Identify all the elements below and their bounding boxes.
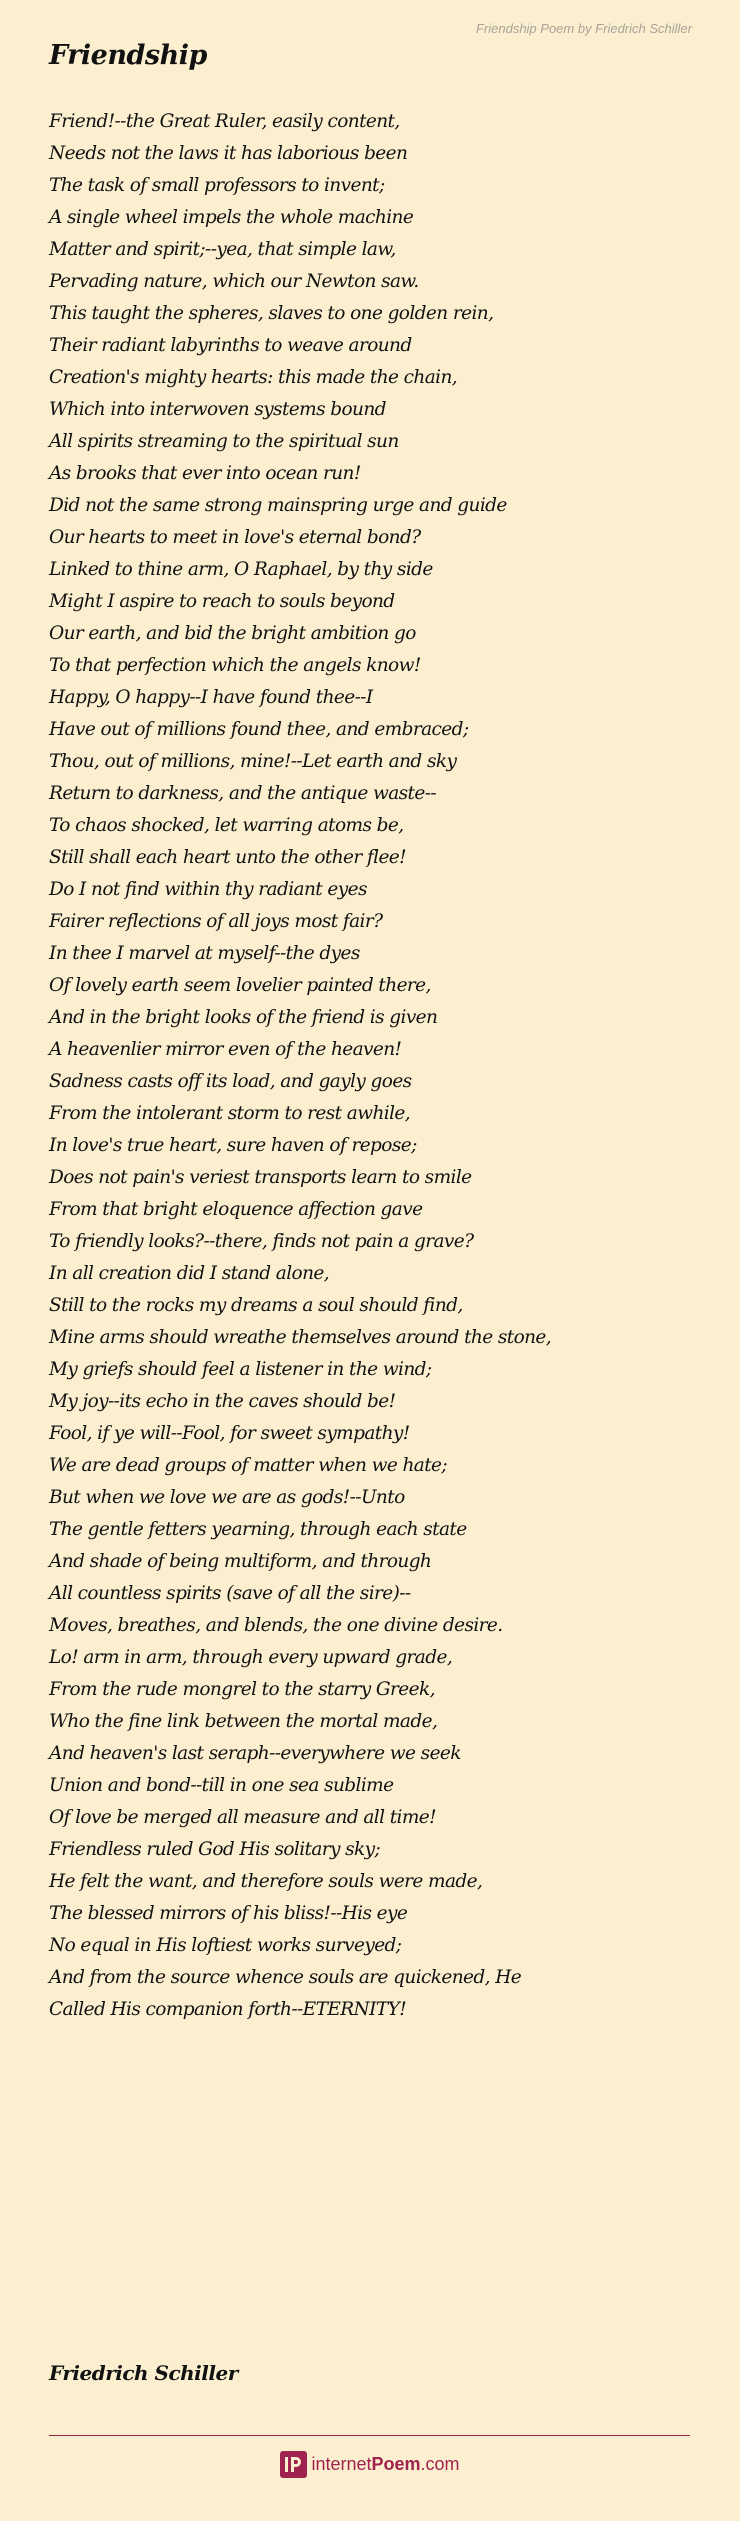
poem-line: Our earth, and bid the bright ambition go xyxy=(49,623,416,644)
poem-line: The gentle fetters yearning, through each state xyxy=(49,1519,467,1540)
poem-line: Who the fine link between the mortal made, xyxy=(49,1711,438,1732)
poem-line: Of lovely earth seem lovelier painted there, xyxy=(49,975,431,996)
poem-line: Fairer reflections of all joys most fair? xyxy=(49,911,383,932)
poem-line: A heavenlier mirror even of the heaven! xyxy=(49,1039,402,1060)
stanza xyxy=(49,1834,720,2026)
poem-line: In love's true heart, sure haven of repose; xyxy=(49,1135,417,1156)
poem-line: But when we love we are as gods!--Unto xyxy=(49,1487,405,1508)
poem-line: Did not the same strong mainspring urge and guide xyxy=(49,495,507,516)
poem-line: My joy--its echo in the caves should be! xyxy=(49,1391,396,1412)
stanza xyxy=(49,1066,720,1258)
stanza xyxy=(49,1642,720,1834)
poem-line: Moves, breathes, and blends, the one divine desire. xyxy=(49,1615,503,1636)
poem-line: Mine arms should wreathe themselves around the stone, xyxy=(49,1327,552,1348)
poem-line: Still to the rocks my dreams a soul should find, xyxy=(49,1295,463,1316)
poem-line: Might I aspire to reach to souls beyond xyxy=(49,591,395,612)
poem-line: Called His companion forth--ETERNITY! xyxy=(49,1999,407,2020)
poem-line: No equal in His loftiest works surveyed; xyxy=(49,1935,402,1956)
poem-line: The task of small professors to invent; xyxy=(49,175,385,196)
poem-line: Return to darkness, and the antique waste-- xyxy=(49,783,437,804)
poem-body xyxy=(49,106,720,2026)
poem-line: Does not pain's veriest transports learn to smile xyxy=(49,1167,472,1188)
poem-line: Thou, out of millions, mine!--Let earth and sky xyxy=(49,751,457,772)
poem-line: And in the bright looks of the friend is given xyxy=(49,1007,438,1028)
poem-line: This taught the spheres, slaves to one golden rein, xyxy=(49,303,494,324)
poem-line: A single wheel impels the whole machine xyxy=(49,207,414,228)
poem-line: Fool, if ye will--Fool, for sweet sympathy! xyxy=(49,1423,410,1444)
stanza xyxy=(49,1258,720,1450)
stanza xyxy=(49,874,720,1066)
poem-line: To friendly looks?--there, finds not pain a grave? xyxy=(49,1231,474,1252)
poem-line: Their radiant labyrinths to weave around xyxy=(49,335,412,356)
poem-line: Friend!--the Great Ruler, easily content, xyxy=(49,111,400,132)
poem-line: Matter and spirit;--yea, that simple law, xyxy=(49,239,396,260)
poem-line: Still shall each heart unto the other flee! xyxy=(49,847,406,868)
header-note: Friendship Poem by Friedrich Schiller xyxy=(475,21,692,36)
poem-line: Do I not find within thy radiant eyes xyxy=(49,879,367,900)
stanza xyxy=(49,298,720,490)
site-name: internetPoem.com xyxy=(311,2454,460,2474)
poem-line: And shade of being multiform, and through xyxy=(49,1551,432,1572)
poem-line: Creation's mighty hearts: this made the chain, xyxy=(49,367,458,388)
poem-line: The blessed mirrors of his bliss!--His eye xyxy=(49,1903,408,1924)
footer-divider xyxy=(49,2435,690,2436)
poem-line: In all creation did I stand alone, xyxy=(49,1263,330,1284)
stanza xyxy=(49,490,720,682)
stanza xyxy=(49,106,720,298)
internetpoem-logo-icon xyxy=(280,2451,307,2478)
stanza xyxy=(49,682,720,874)
poem-line: Needs not the laws it has laborious been xyxy=(49,143,408,164)
poem-line: Pervading nature, which our Newton saw. xyxy=(49,271,419,292)
poem-line: Friendless ruled God His solitary sky; xyxy=(49,1839,381,1860)
poem-line: To chaos shocked, let warring atoms be, xyxy=(49,815,404,836)
poem-line: Have out of millions found thee, and embraced; xyxy=(49,719,469,740)
poem-line: From that bright eloquence affection gave xyxy=(49,1199,423,1220)
poem-line: Lo! arm in arm, through every upward grade, xyxy=(49,1647,453,1668)
poem-line: From the intolerant storm to rest awhile, xyxy=(49,1103,411,1124)
poem-line: As brooks that ever into ocean run! xyxy=(49,463,361,484)
poem-line: Our hearts to meet in love's eternal bond? xyxy=(49,527,421,548)
poem-line: He felt the want, and therefore souls were made, xyxy=(49,1871,483,1892)
poem-line: Linked to thine arm, O Raphael, by thy side xyxy=(49,559,433,580)
poem-line: And from the source whence souls are quickened, He xyxy=(49,1967,522,1988)
poem-line: And heaven's last seraph--everywhere we seek xyxy=(49,1743,461,1764)
poem-title: Friendship xyxy=(49,40,207,71)
poem-line: From the rude mongrel to the starry Greek, xyxy=(49,1679,435,1700)
poem-line: Union and bond--till in one sea sublime xyxy=(49,1775,394,1796)
poem-line: We are dead groups of matter when we hate; xyxy=(49,1455,448,1476)
poem-line: My griefs should feel a listener in the wind; xyxy=(49,1359,432,1380)
poem-line: Sadness casts off its load, and gayly goes xyxy=(49,1071,412,1092)
site-logo-link[interactable] xyxy=(0,2447,740,2481)
poem-line: In thee I marvel at myself--the dyes xyxy=(49,943,360,964)
poem-line: All spirits streaming to the spiritual sun xyxy=(49,431,399,452)
poem-line: To that perfection which the angels know! xyxy=(49,655,421,676)
poem-author: Friedrich Schiller xyxy=(49,2361,238,2385)
poem-line: Happy, O happy--I have found thee--I xyxy=(49,687,373,708)
poem-line: Which into interwoven systems bound xyxy=(49,399,386,420)
poem-line: All countless spirits (save of all the sire)-- xyxy=(49,1583,411,1604)
stanza xyxy=(49,1450,720,1642)
poem-line: Of love be merged all measure and all time! xyxy=(49,1807,436,1828)
